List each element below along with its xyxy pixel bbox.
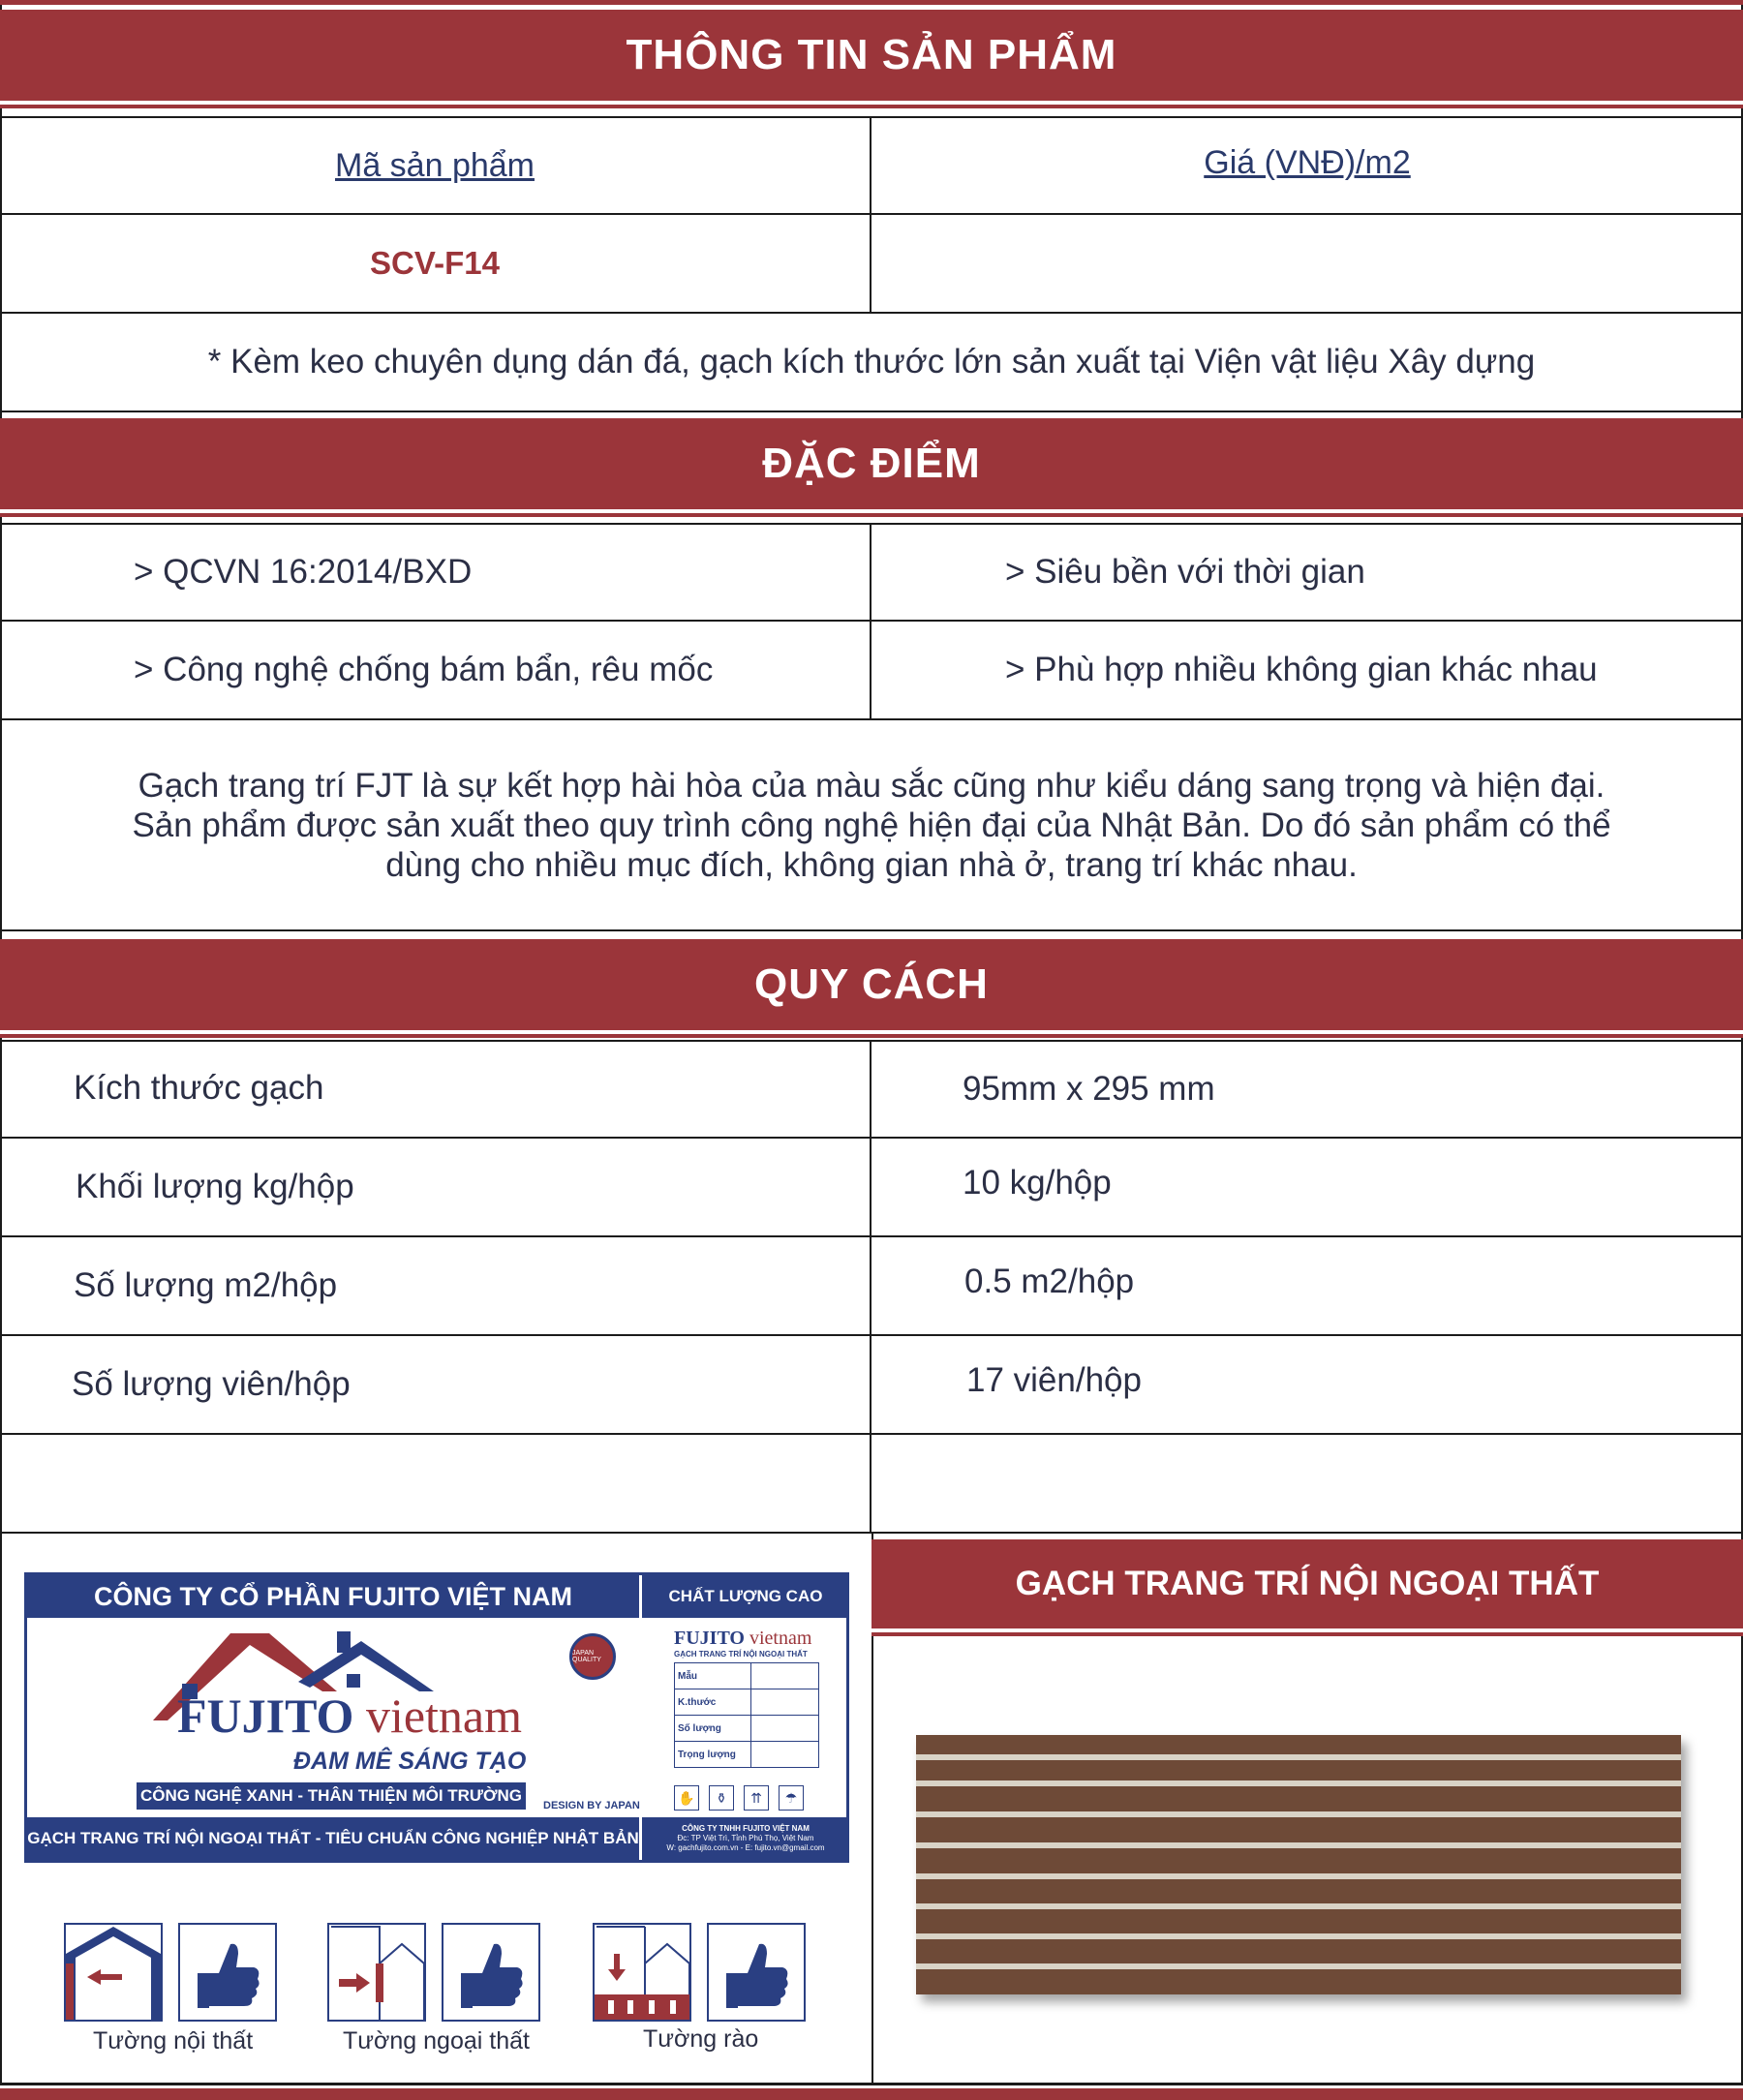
spec-row — [0, 1336, 1743, 1435]
info-header-row — [0, 116, 1743, 215]
card-brand — [177, 1688, 522, 1744]
usage-label: Tường nội thất — [93, 2027, 254, 2054]
card-side-brand-sub: vietnam — [749, 1628, 812, 1649]
tile-stripe — [916, 1873, 1681, 1879]
spec-label-cell — [0, 1139, 872, 1235]
card-quality: CHẤT LƯỢNG CAO — [639, 1575, 849, 1618]
feature-cell — [872, 525, 1743, 620]
card-footer-line: Đc: TP Việt Trì, Tỉnh Phú Thọ, Việt Nam — [677, 1834, 814, 1842]
note-cell — [0, 314, 1743, 411]
spec-label-cell — [0, 1237, 872, 1334]
card-field-blank — [751, 1742, 819, 1768]
usage-label: Tường ngoại thất — [343, 2027, 530, 2054]
usage-label: Tường rào — [643, 2025, 759, 2053]
spec-value-cell — [872, 1237, 1743, 1334]
feature-item: > QCVN 16:2014/BXD — [134, 553, 473, 591]
spec-value-cell — [872, 1435, 1743, 1532]
section-title-info — [0, 10, 1743, 105]
price-value-cell — [872, 215, 1743, 312]
japan-quality-seal-icon — [569, 1633, 616, 1680]
price-header-cell — [872, 118, 1743, 213]
thumbs-up-icon — [442, 1923, 540, 2022]
top-rule — [0, 0, 1743, 5]
card-field-label: Trọng lượng — [675, 1742, 751, 1768]
features-row-1 — [0, 523, 1743, 622]
card-footer-line: W: gachfujito.com.vn - E: fujito.vn@gmail.com — [666, 1843, 825, 1852]
card-footer — [639, 1817, 849, 1860]
spec-label: Số lượng m2/hộp — [74, 1266, 338, 1304]
spec-label-cell — [0, 1336, 872, 1433]
product-description: Gạch trang trí FJT là sự kết hợp hài hòa của màu sắc cũng như kiểu dáng sang trọng và hiện đại. Sản phẩm được sản xuất theo quy trình công nghệ hiện đại của Nhật Bản. Do đó sản phẩm có thể dùng cho nhiều mục đích, không gian nhà ở, trang trí khác nhau. — [132, 766, 1611, 884]
description-cell — [0, 720, 1743, 929]
price-header[interactable]: Giá (VNĐ)/m2 — [1204, 144, 1411, 181]
code-header[interactable]: Mã sản phẩm — [335, 146, 535, 184]
card-field-blank — [751, 1716, 819, 1742]
thumbs-up-icon — [707, 1923, 806, 2022]
company-card — [24, 1572, 849, 1863]
spec-value: 95mm x 295 mm — [963, 1070, 1215, 1108]
spec-value-cell — [872, 1336, 1743, 1433]
exterior-wall-icon — [327, 1923, 426, 2022]
feature-cell — [0, 622, 872, 718]
card-design-label: DESIGN BY JAPAN — [543, 1800, 640, 1811]
card-field-row — [675, 1742, 819, 1768]
spec-label-cell — [0, 1435, 872, 1532]
card-side-subtitle: GẠCH TRANG TRÍ NỘI NGOẠI THẤT — [674, 1650, 808, 1659]
adhesive-note: * Kèm keo chuyên dụng dán đá, gạch kích thước lớn sản xuất tại Viện vật liệu Xây dựng — [207, 343, 1536, 380]
card-field-row — [675, 1663, 819, 1689]
spec-label: Khối lượng kg/hộp — [76, 1168, 354, 1205]
fence-wall-icon — [593, 1923, 691, 2022]
handle-with-care-icon: ✋ — [674, 1785, 699, 1811]
card-field-label: K.thước — [675, 1689, 751, 1716]
spec-value: 10 kg/hộp — [963, 1164, 1112, 1202]
spec-row — [0, 1139, 1743, 1237]
description-row — [0, 720, 1743, 931]
feature-item: > Siêu bền với thời gian — [1005, 553, 1365, 591]
tile-stripe — [916, 1780, 1681, 1786]
card-field-blank — [751, 1663, 819, 1689]
spec-value: 17 viên/hộp — [966, 1361, 1142, 1399]
spec-label-cell — [0, 1042, 872, 1137]
fragile-icon: ⚱ — [709, 1785, 734, 1811]
section-title-features-text: ĐẶC ĐIỂM — [762, 440, 981, 487]
card-green-tagline: CÔNG NGHỆ XANH - THÂN THIỆN MÔI TRƯỜNG — [137, 1782, 526, 1810]
tile-stripe — [916, 1963, 1681, 1969]
section-title-specs — [0, 939, 1743, 1034]
feature-cell — [0, 525, 872, 620]
product-code: SCV-F14 — [370, 245, 500, 281]
keep-dry-icon: ☂ — [779, 1785, 804, 1811]
spec-row — [0, 1040, 1743, 1139]
card-field-row — [675, 1716, 819, 1742]
card-company-name: CÔNG TY CỔ PHẦN FUJITO VIỆT NAM — [27, 1575, 639, 1618]
card-footer-line: CÔNG TY TNHH FUJITO VIỆT NAM — [682, 1824, 810, 1833]
card-field-label: Mẫu — [675, 1663, 751, 1689]
card-slogan: ĐAM MÊ SÁNG TẠO — [293, 1748, 527, 1775]
code-value-cell — [0, 215, 872, 312]
spec-row-empty — [0, 1435, 1743, 1534]
seal-text: JAPAN QUALITY — [572, 1650, 601, 1663]
card-fields-table — [674, 1662, 819, 1768]
card-brand-main: FUJITO — [177, 1689, 354, 1743]
code-header-cell — [0, 118, 872, 213]
card-bottom-tagline: GẠCH TRANG TRÍ NỘI NGOẠI THẤT - TIÊU CHUẨN CÔNG NGHIỆP NHẬT BẢN — [27, 1817, 639, 1860]
feature-item: > Công nghệ chống bám bẩn, rêu mốc — [134, 651, 714, 688]
spec-value: 0.5 m2/hộp — [964, 1263, 1135, 1300]
note-row — [0, 314, 1743, 412]
spec-label: Số lượng viên/hộp — [72, 1365, 351, 1403]
section-title-features — [0, 418, 1743, 513]
feature-cell — [872, 622, 1743, 718]
tile-stripe — [916, 1903, 1681, 1909]
bottom-rule — [0, 2085, 1743, 2100]
spec-value-cell — [872, 1042, 1743, 1137]
section-title-specs-text: QUY CÁCH — [754, 960, 989, 1008]
product-panel-title — [872, 1539, 1743, 1632]
card-field-blank — [751, 1689, 819, 1716]
tile-stripe — [916, 1811, 1681, 1817]
card-field-label: Số lượng — [675, 1716, 751, 1742]
card-brand-sub: vietnam — [365, 1689, 523, 1743]
info-value-row — [0, 215, 1743, 314]
spec-label: Kích thước gạch — [74, 1069, 324, 1107]
card-side-brand — [674, 1628, 811, 1650]
card-field-row — [675, 1689, 819, 1716]
this-way-up-icon: ⇈ — [744, 1785, 769, 1811]
thumbs-up-icon — [178, 1923, 277, 2022]
section-title-info-text: THÔNG TIN SẢN PHẨM — [626, 31, 1117, 78]
spec-value-cell — [872, 1139, 1743, 1235]
tile-stripe — [916, 1933, 1681, 1939]
tile-stripe — [916, 1754, 1681, 1760]
card-side-brand-main: FUJITO — [674, 1628, 745, 1649]
product-panel-title-text: GẠCH TRANG TRÍ NỘI NGOẠI THẤT — [1015, 1565, 1600, 1602]
tile-stripe — [916, 1842, 1681, 1848]
spec-row — [0, 1237, 1743, 1336]
interior-wall-icon — [64, 1923, 163, 2022]
features-row-2 — [0, 622, 1743, 720]
product-tile-image — [916, 1735, 1681, 1994]
feature-item: > Phù hợp nhiều không gian khác nhau — [1005, 651, 1598, 688]
